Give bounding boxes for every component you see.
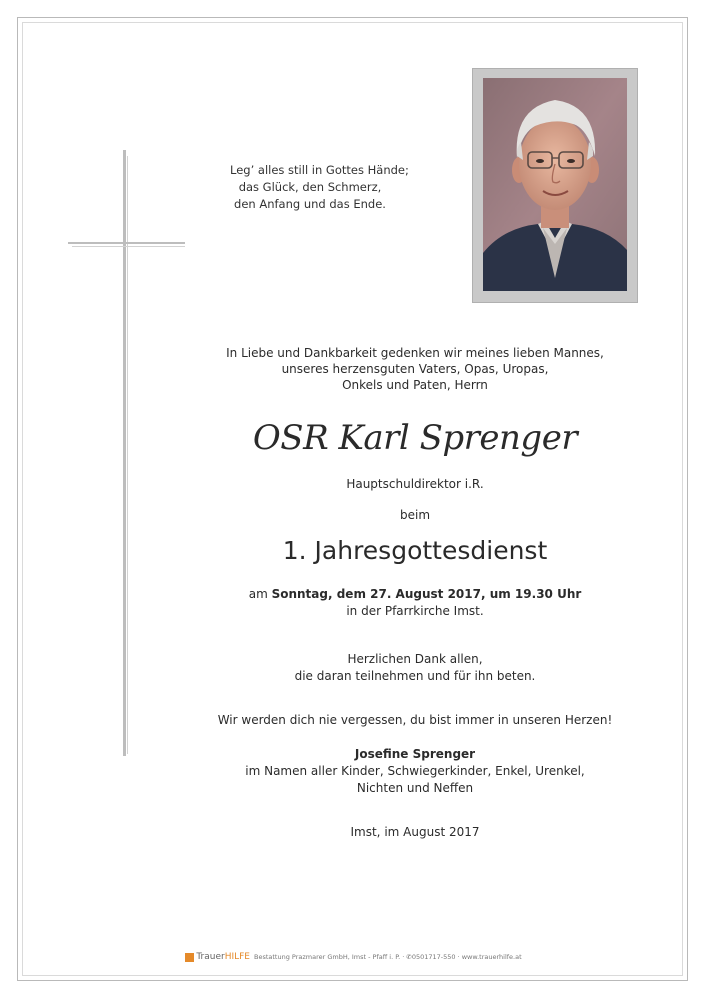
- verse: [230, 162, 409, 213]
- family-line: im Namen aller Kinder, Schwiegerkinder, Enkel, Urenkel,: [245, 764, 585, 778]
- verse-line: den Anfang und das Ende.: [234, 197, 386, 211]
- thanks-line: die daran teilnehmen und für ihn beten.: [294, 669, 536, 683]
- beim-text: beim: [399, 508, 431, 522]
- intro-line: unseres herzensguten Vaters, Opas, Uropas,: [281, 362, 549, 376]
- never-forget-text: Wir werden dich nie vergessen, du bist immer in unseren Herzen!: [217, 713, 613, 727]
- event-date: Sonntag, dem 27. August 2017, um 19.30 Uhr: [271, 587, 582, 601]
- thanks-line: Herzlichen Dank allen,: [347, 652, 483, 666]
- event-location: in der Pfarrkirche Imst.: [346, 604, 484, 618]
- verse-line: Leg’ alles still in Gottes Hände;: [230, 163, 409, 177]
- portrait-photo: [483, 78, 627, 291]
- family-name: Josefine Sprenger: [354, 747, 476, 761]
- date-prefix: am: [248, 587, 272, 601]
- place-date: Imst, im August 2017: [350, 825, 480, 839]
- event-title: 1. Jahresgottesdienst: [282, 536, 548, 565]
- event-details: [150, 586, 680, 620]
- thanks-text: [150, 651, 680, 685]
- verse-line: das Glück, den Schmerz,: [238, 180, 382, 194]
- brand-name: TrauerHILFE: [196, 952, 250, 962]
- intro-text: [150, 345, 680, 393]
- deceased-title: Hauptschuldirektor i.R.: [346, 477, 484, 491]
- footer: [0, 951, 707, 963]
- footer-info: Bestattung Prazmarer GmbH, Imst - Pfaff i. P. · ✆0501717-550 · www.trauerhilfe.at: [254, 953, 522, 961]
- intro-line: Onkels und Paten, Herrn: [342, 378, 488, 392]
- family-signature: [150, 746, 680, 797]
- intro-line: In Liebe und Dankbarkeit gedenken wir meines lieben Mannes,: [226, 346, 604, 360]
- brand-logo-icon: [185, 953, 194, 962]
- family-line: Nichten und Neffen: [356, 781, 474, 795]
- deceased-name: OSR Karl Sprenger: [252, 418, 578, 458]
- portrait-frame: [472, 68, 638, 303]
- event-date-line: [150, 586, 680, 603]
